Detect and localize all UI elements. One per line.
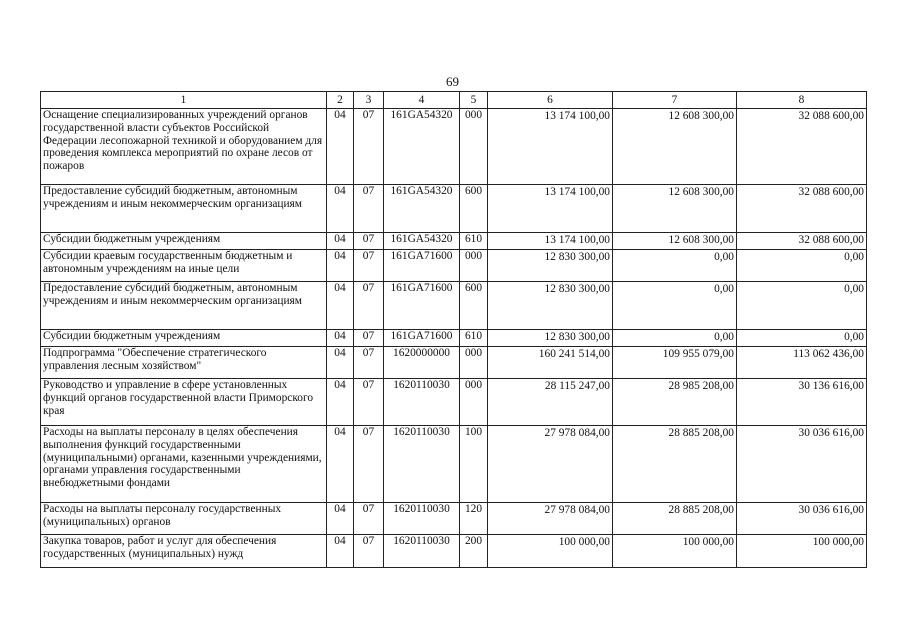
column-header: 4 [384,92,460,109]
section-code-cell: 04 [327,535,354,568]
section-code-cell: 04 [327,185,354,233]
section-code-cell: 04 [327,250,354,282]
target-article-cell: 161GA54320 [384,109,460,185]
amount-col6-cell: 12 830 300,00 [488,282,613,330]
row-name-cell: Закупка товаров, работ и услуг для обеспечения государственных (муниципальных) нужд [41,535,327,568]
expense-type-cell: 610 [460,330,488,347]
section-code-cell: 04 [327,379,354,426]
amount-col8-cell: 113 062 436,00 [737,347,867,379]
target-article-cell: 161GA54320 [384,185,460,233]
row-name-cell: Субсидии бюджетным учреждениям [41,330,327,347]
section-code-cell: 04 [327,330,354,347]
expense-type-cell: 600 [460,185,488,233]
amount-col7-cell: 12 608 300,00 [613,233,737,250]
row-name-cell: Подпрограмма "Обеспечение стратегического управления лесным хозяйством" [41,347,327,379]
amount-col8-cell: 30 036 616,00 [737,426,867,503]
amount-col8-cell: 32 088 600,00 [737,185,867,233]
amount-col7-cell: 109 955 079,00 [613,347,737,379]
target-article-cell: 161GA71600 [384,250,460,282]
column-header: 8 [737,92,867,109]
amount-col8-cell: 30 136 616,00 [737,379,867,426]
amount-col6-cell: 28 115 247,00 [488,379,613,426]
subsection-code-cell: 07 [354,426,384,503]
table-row [41,347,867,379]
expense-type-cell: 600 [460,282,488,330]
amount-col8-cell: 0,00 [737,250,867,282]
row-name-cell: Субсидии бюджетным учреждениям [41,233,327,250]
amount-col8-cell: 0,00 [737,282,867,330]
expense-type-cell: 000 [460,250,488,282]
table-row [41,282,867,330]
amount-col8-cell: 30 036 616,00 [737,503,867,535]
target-article-cell: 1620110030 [384,379,460,426]
expense-type-cell: 120 [460,503,488,535]
expense-type-cell: 000 [460,379,488,426]
target-article-cell: 1620110030 [384,426,460,503]
amount-col8-cell: 100 000,00 [737,535,867,568]
subsection-code-cell: 07 [354,250,384,282]
amount-col6-cell: 27 978 084,00 [488,503,613,535]
page-number: 69 [446,74,459,89]
target-article-cell: 1620110030 [384,503,460,535]
amount-col7-cell: 0,00 [613,330,737,347]
amount-col7-cell: 0,00 [613,250,737,282]
header-row [41,92,867,109]
amount-col6-cell: 12 830 300,00 [488,250,613,282]
expense-type-cell: 610 [460,233,488,250]
table-row [41,426,867,503]
subsection-code-cell: 07 [354,185,384,233]
table-row [41,185,867,233]
budget-table [40,91,867,568]
table-row [41,503,867,535]
row-name-cell: Руководство и управление в сфере установленных функций органов государственной власти Приморского края [41,379,327,426]
amount-col8-cell: 32 088 600,00 [737,233,867,250]
subsection-code-cell: 07 [354,347,384,379]
column-header: 6 [488,92,613,109]
table-row [41,250,867,282]
table-row [41,379,867,426]
target-article-cell: 161GA71600 [384,282,460,330]
amount-col6-cell: 160 241 514,00 [488,347,613,379]
subsection-code-cell: 07 [354,282,384,330]
section-code-cell: 04 [327,347,354,379]
subsection-code-cell: 07 [354,379,384,426]
amount-col7-cell: 100 000,00 [613,535,737,568]
target-article-cell: 161GA54320 [384,233,460,250]
row-name-cell: Предоставление субсидий бюджетным, автономным учреждениям и иным некоммерческим организациям [41,282,327,330]
amount-col6-cell: 100 000,00 [488,535,613,568]
table-row [41,330,867,347]
subsection-code-cell: 07 [354,330,384,347]
table-row [41,233,867,250]
section-code-cell: 04 [327,233,354,250]
table-row [41,109,867,185]
column-header: 7 [613,92,737,109]
column-header: 2 [327,92,354,109]
target-article-cell: 1620110030 [384,535,460,568]
amount-col7-cell: 28 885 208,00 [613,503,737,535]
amount-col7-cell: 0,00 [613,282,737,330]
expense-type-cell: 000 [460,109,488,185]
subsection-code-cell: 07 [354,233,384,250]
table-row [41,535,867,568]
row-name-cell: Расходы на выплаты персоналу в целях обеспечения выполнения функций государственными (муниципальными) органами, казенными учреждениями, органами управления государственными внебюджетными фондами [41,426,327,503]
row-name-cell: Оснащение специализированных учреждений органов государственной власти субъектов Российской Федерации лесопожарной техникой и оборудованием для проведения комплекса мероприятий по охране лесов от пожаров [41,109,327,185]
section-code-cell: 04 [327,109,354,185]
target-article-cell: 161GA71600 [384,330,460,347]
expense-type-cell: 000 [460,347,488,379]
section-code-cell: 04 [327,282,354,330]
amount-col6-cell: 13 174 100,00 [488,185,613,233]
amount-col8-cell: 32 088 600,00 [737,109,867,185]
subsection-code-cell: 07 [354,503,384,535]
amount-col7-cell: 28 885 208,00 [613,426,737,503]
column-header: 1 [41,92,327,109]
subsection-code-cell: 07 [354,109,384,185]
amount-col6-cell: 27 978 084,00 [488,426,613,503]
column-header: 5 [460,92,488,109]
expense-type-cell: 200 [460,535,488,568]
amount-col7-cell: 12 608 300,00 [613,109,737,185]
amount-col7-cell: 28 985 208,00 [613,379,737,426]
row-name-cell: Предоставление субсидий бюджетным, автономным учреждениям и иным некоммерческим организациям [41,185,327,233]
amount-col6-cell: 13 174 100,00 [488,233,613,250]
amount-col6-cell: 12 830 300,00 [488,330,613,347]
row-name-cell: Субсидии краевым государственным бюджетным и автономным учреждениям на иные цели [41,250,327,282]
section-code-cell: 04 [327,503,354,535]
subsection-code-cell: 07 [354,535,384,568]
section-code-cell: 04 [327,426,354,503]
amount-col8-cell: 0,00 [737,330,867,347]
amount-col7-cell: 12 608 300,00 [613,185,737,233]
amount-col6-cell: 13 174 100,00 [488,109,613,185]
row-name-cell: Расходы на выплаты персоналу государственных (муниципальных) органов [41,503,327,535]
column-header: 3 [354,92,384,109]
target-article-cell: 1620000000 [384,347,460,379]
expense-type-cell: 100 [460,426,488,503]
table-body [41,109,867,568]
